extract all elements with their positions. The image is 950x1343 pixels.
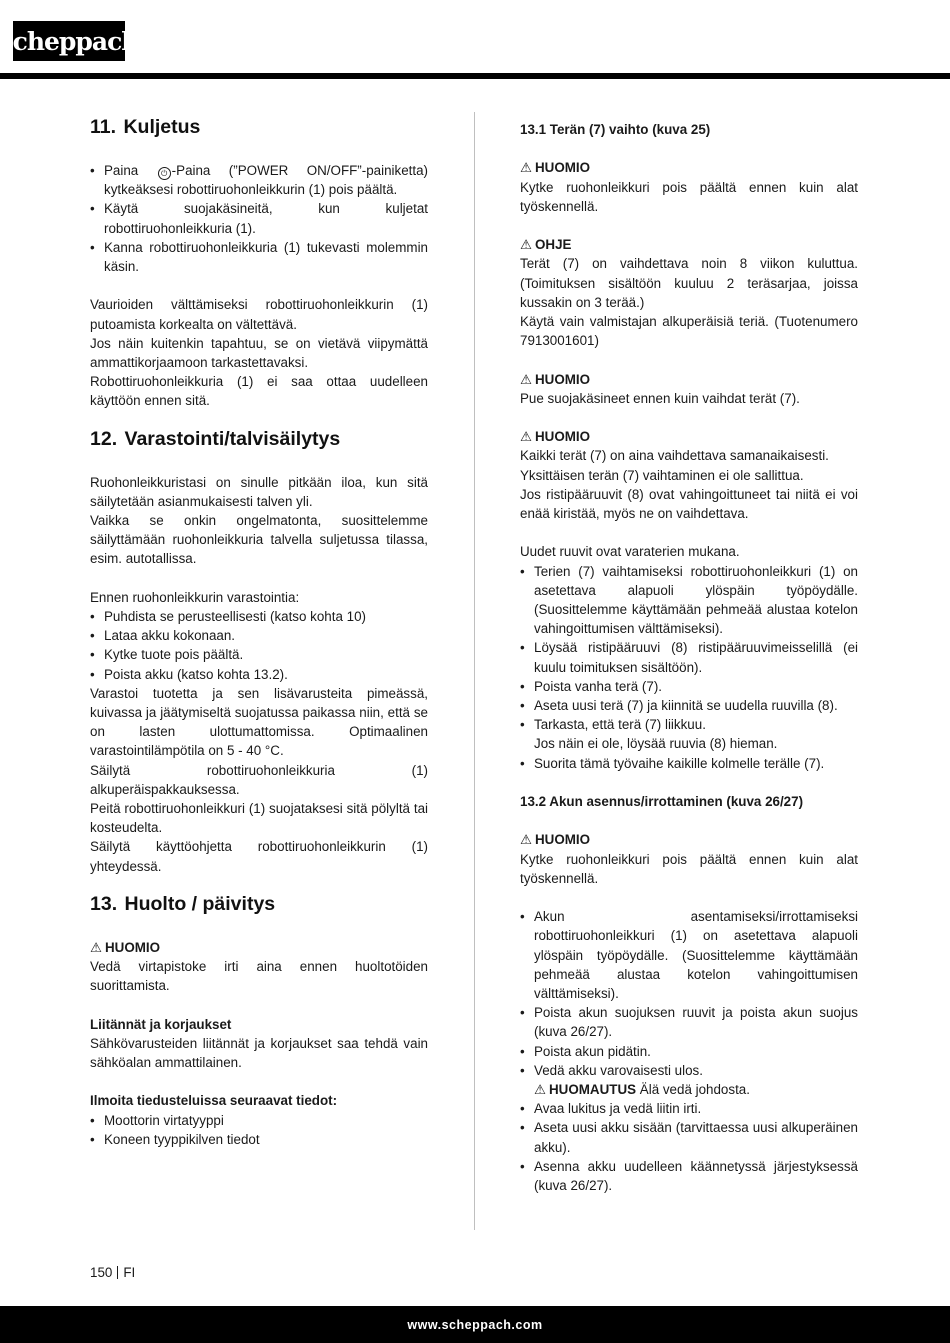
paragraph: Kytke ruohonleikkuri pois päältä ennen kuin alat työskennellä. [520, 851, 858, 886]
warning-heading: ⚠ HUOMIO [520, 429, 591, 445]
power-icon: ⏻ [158, 167, 171, 180]
section-13-2-heading: 13.2 Akun asennus/irrottaminen (kuva 26/27) [520, 794, 804, 810]
brand-logo: scheppach [13, 21, 125, 61]
section-13-heading: 13. Huolto / päivitys [90, 892, 276, 915]
warning-icon: ⚠ [520, 237, 533, 253]
paragraph: Terät (7) on vaihdettava noin 8 viikon kuluttua. (Toimituksen sisältöön kuuluu 2 teräsarjaa, joissa kussakin on 3 terää.) [520, 256, 858, 310]
footer-url[interactable]: www.scheppach.com [407, 1317, 543, 1332]
note-heading: ⚠ OHJE [520, 237, 572, 253]
subheading: Liitännät ja korjaukset [90, 1016, 232, 1032]
list-item: • Tarkasta, että terä (7) liikkuu. Jos näin ei ole, löysää ruuvia (8) hieman. [520, 715, 858, 753]
paragraph: Säilytä käyttöohjetta robottiruohonleikkurin (1) yhteydessä. [90, 839, 428, 874]
list-item: • Vedä akku varovaisesti ulos. ⚠ HUOMAUTUS Älä vedä johdosta. [520, 1061, 858, 1099]
section-12-heading: 12. Varastointi/talvisäilytys [90, 427, 341, 450]
section-11-heading: 11. Kuljetus [90, 116, 201, 138]
list-item: • Kytke tuote pois päältä. [90, 645, 428, 664]
list-item: • Asenna akku uudelleen käännetyssä järjestyksessä (kuva 26/27). [520, 1157, 858, 1195]
list-item: • Puhdista se perusteellisesti (katso kohta 10) [90, 607, 428, 626]
warning-icon: ⚠ [520, 429, 533, 445]
list-item: • Aseta uusi terä (7) ja kiinnitä se uudella ruuvilla (8). [520, 696, 858, 715]
list-item: • Suorita tämä työvaihe kaikille kolmelle terälle (7). [520, 754, 858, 773]
section-13-1-list [520, 562, 858, 773]
paragraph: Jos näin kuitenkin tapahtuu, se on vietävä viipymättä ammattikorjaamoon tarkastettavaksi. [90, 335, 428, 371]
paragraph: Varastoi tuotetta ja sen lisävarusteita pimeässä, kuivassa ja jäätymiseltä suojatussa paikassa niin, että se on lasten ulottumattomissa. Optimaalinen varastointilämpötila on 5 - 40 °C. [90, 685, 428, 759]
list-item: • Paina ⏻ -Paina (”POWER ON/OFF”-painiketta) kytkeäksesi robottiruohonleikkurin (1) pois päältä. [90, 161, 428, 199]
list-item: • Koneen tyyppikilven tiedot [90, 1130, 428, 1149]
list-item: • Akun asentamiseksi/irrottamiseksi robottiruohonleikkuri (1) on asetettava alapuoli ylöspäin työpöydälle. (Suosittelemme käyttämään pehmeää alustaa kotelon vahingoittumisen välttämiseksi). [520, 907, 858, 1003]
column-divider [474, 112, 475, 1230]
list-item: • Poista akku (katso kohta 13.2). [90, 665, 428, 684]
paragraph: Ennen ruohonleikkurin varastointia: [90, 589, 300, 605]
page-number: 150 FI [90, 1265, 136, 1280]
warning-heading: ⚠ HUOMIO [90, 939, 161, 955]
paragraph: Vaikka se onkin ongelmatonta, suosittelemme säilyttämään ruohonleikkuria talvella suljetussa tilassa, esim. autotallissa. [90, 513, 428, 567]
paragraph: Robottiruohonleikkuria (1) ei saa ottaa uudelleen käyttöön ennen sitä. [90, 374, 428, 409]
warning-heading: ⚠ HUOMIO [520, 160, 591, 176]
paragraph: Kaikki terät (7) on aina vaihdettava samanaikaisesti. [520, 448, 829, 464]
subheading: Ilmoita tiedusteluissa seuraavat tiedot: [90, 1093, 338, 1109]
section-12-list [90, 607, 428, 684]
paragraph: Vaurioiden välttämiseksi robottiruohonleikkurin (1) putoamista korkealta on vältettävä. [90, 297, 428, 332]
footer-bar [0, 1306, 950, 1343]
paragraph: Ruohonleikkuristasi on sinulle pitkään iloa, kun sitä säilytetään asianmukaisesti talven yli. [90, 474, 428, 509]
paragraph: Sähkövarusteiden liitännät ja korjaukset saa tehdä vain sähköalan ammattilainen. [90, 1035, 428, 1071]
header-rule [0, 73, 950, 79]
paragraph: Säilytä robottiruohonleikkuria (1) alkuperäispakkauksessa. [90, 762, 428, 797]
left-column [90, 114, 428, 1149]
warning-heading: ⚠ HUOMIO [520, 832, 591, 848]
paragraph: Kytke ruohonleikkuri pois päältä ennen kuin alat työskennellä. [520, 179, 858, 214]
paragraph: Uudet ruuvit ovat varaterien mukana. [520, 544, 740, 560]
list-item: • Avaa lukitus ja vedä liitin irti. [520, 1099, 858, 1118]
list-item: • Poista akun pidätin. [520, 1042, 858, 1061]
paragraph: Yksittäisen terän (7) vaihtaminen ei ole sallittua. [520, 467, 804, 483]
list-item: • Löysää ristipääruuvi (8) ristipääruuvimeisselillä (ei kuulu toimituksen sisältöön). [520, 638, 858, 676]
section-13-2-list [520, 907, 858, 1195]
right-column [520, 120, 858, 1195]
list-item: • Kanna robottiruohonleikkuria (1) tukevasti molemmin käsin. [90, 238, 428, 276]
paragraph: Käytä vain valmistajan alkuperäisiä teriä. (Tuotenumero 7913001601) [520, 314, 858, 349]
list-item: • Käytä suojakäsineitä, kun kuljetat robottiruohonleikkuria (1). [90, 199, 428, 237]
warning-icon: ⚠ [520, 160, 533, 176]
list-item: • Poista akun suojuksen ruuvit ja poista akun suojus (kuva 26/27). [520, 1003, 858, 1041]
paragraph: Vedä virtapistoke irti aina ennen huoltotöiden suorittamista. [90, 959, 428, 994]
paragraph: Pue suojakäsineet ennen kuin vaihdat terät (7). [520, 390, 800, 406]
section-13-1-heading: 13.1 Terän (7) vaihto (kuva 25) [520, 122, 711, 137]
warning-icon: ⚠ [520, 832, 533, 848]
list-item: • Lataa akku kokonaan. [90, 626, 428, 645]
paragraph: Peitä robottiruohonleikkuri (1) suojataksesi sitä pölyltä tai kosteudelta. [90, 801, 428, 836]
list-item: • Moottorin virtatyyppi [90, 1111, 428, 1130]
warning-heading: ⚠ HUOMIO [520, 371, 591, 387]
paragraph: Jos ristipääruuvit (8) ovat vahingoittuneet tai niitä ei voi enää kiristää, myös ne on vaihdettava. [520, 486, 858, 521]
section-13-list [90, 1111, 428, 1149]
warning-icon: ⚠ [90, 939, 103, 955]
list-item: • Poista vanha terä (7). [520, 677, 858, 696]
warning-icon: ⚠ [534, 1082, 547, 1098]
list-item: • Terien (7) vaihtamiseksi robottiruohonleikkuri (1) on asetettava alapuoli ylöspäin työpöydälle. (Suosittelemme käyttämään pehmeää alustaa kotelon vahingoittumisen välttämiseksi). [520, 562, 858, 639]
list-item: • Aseta uusi akku sisään (tarvittaessa uusi alkuperäinen akku). [520, 1118, 858, 1156]
warning-icon: ⚠ [520, 371, 533, 387]
section-11-list [90, 161, 428, 276]
